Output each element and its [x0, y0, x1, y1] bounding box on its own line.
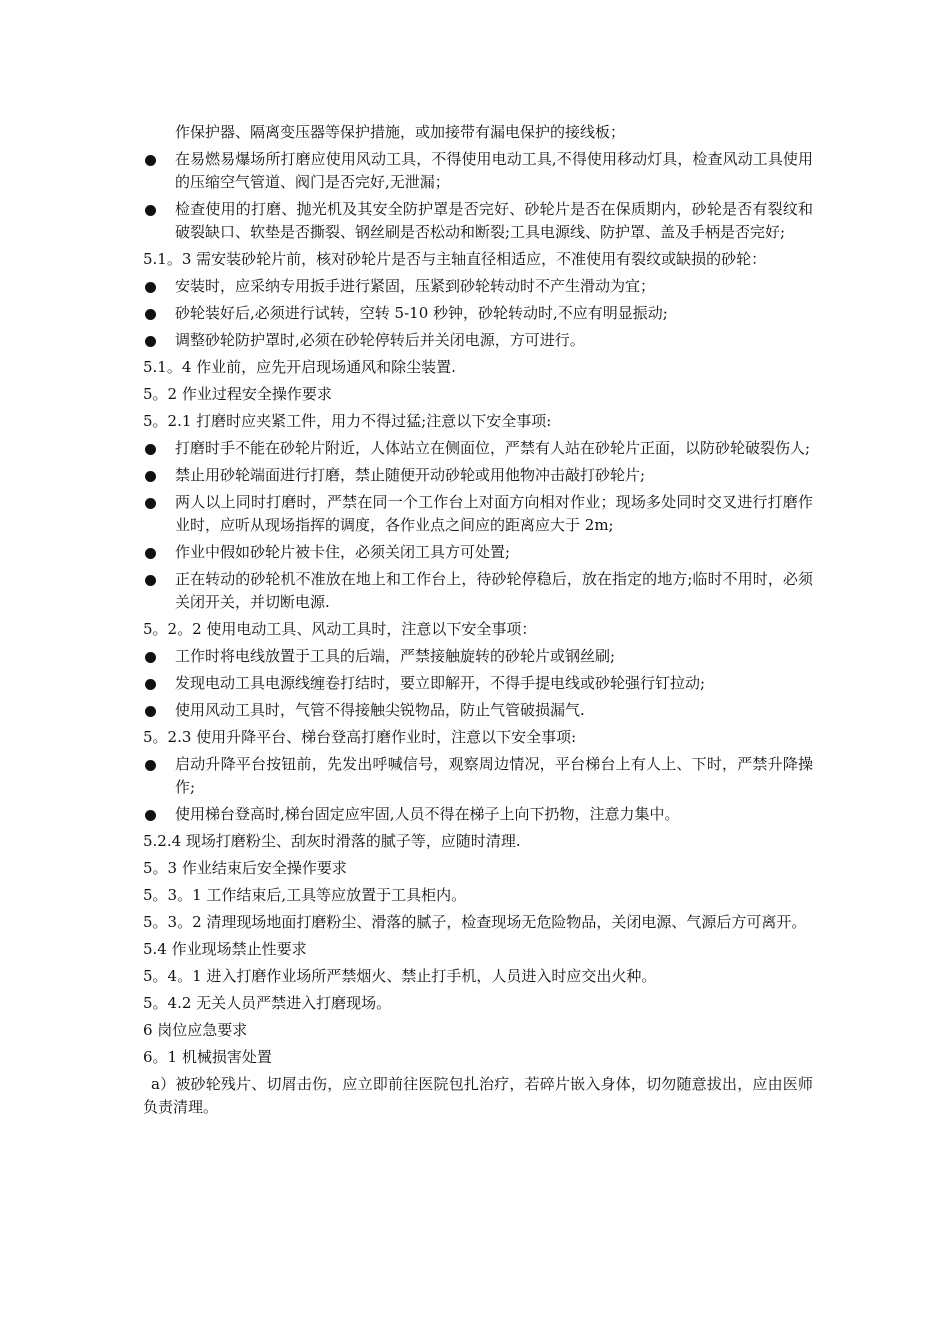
- bullet-item: [143, 672, 813, 695]
- bullet-item: [143, 568, 813, 614]
- bullet-item: [143, 198, 813, 244]
- bullet-item: [143, 803, 813, 826]
- section-paragraph: 5。3。2 清理现场地面打磨粉尘、滑落的腻子，检查现场无危险物品，关闭电源、气源后方可离开。: [143, 913, 807, 931]
- bullet-icon: [145, 575, 156, 586]
- section-paragraph: 5。3。1 工作结束后,工具等应放置于工具柜内。: [143, 886, 467, 904]
- bullet-text: 启动升降平台按钮前，先发出呼喊信号，观察周边情况，平台梯台上有人上、下时，严禁升降操作;: [175, 755, 813, 796]
- bullet-item: [143, 464, 813, 487]
- bullet-text: 在易燃易爆场所打磨应使用风动工具，不得使用电动工具,不得使用移动灯具，检查风动工具使用的压缩空气管道、阀门是否完好,无泄漏；: [175, 150, 813, 191]
- bullet-text: 使用风动工具时，气管不得接触尖锐物品，防止气管破损漏气.: [175, 701, 585, 719]
- bullet-item: [143, 699, 813, 722]
- bullet-icon: [145, 498, 156, 509]
- section-paragraph: 6 岗位应急要求: [143, 1021, 248, 1039]
- bullet-icon: [145, 548, 156, 559]
- bullet-icon: [145, 679, 156, 690]
- bullet-icon: [145, 282, 156, 293]
- section-paragraph: 5。4.2 无关人员严禁进入打磨现场。: [143, 994, 392, 1012]
- section-paragraph: 5.1。4 作业前，应先开启现场通风和除尘装置.: [143, 358, 456, 376]
- bullet-text: 作业中假如砂轮片被卡住，必须关闭工具方可处置;: [175, 543, 511, 561]
- bullet-item: [143, 753, 813, 799]
- bullet-text: 安装时，应采纳专用扳手进行紧固，压紧到砂轮转动时不产生滑动为宜；: [175, 277, 656, 295]
- document-body: [143, 121, 813, 1123]
- bullet-text: 禁止用砂轮端面进行打磨，禁止随便开动砂轮或用他物冲击敲打砂轮片;: [175, 466, 646, 484]
- bullet-icon: [145, 706, 156, 717]
- bullet-icon: [145, 309, 156, 320]
- section-paragraph: 5。2。2 使用电动工具、风动工具时，注意以下安全事项：: [143, 620, 537, 638]
- bullet-icon: [145, 652, 156, 663]
- section-paragraph: 5.4 作业现场禁止性要求: [143, 940, 307, 958]
- bullet-icon: [145, 471, 156, 482]
- bullet-icon: [145, 810, 156, 821]
- bullet-item: [143, 437, 813, 460]
- section-paragraph: 5.2.4 现场打磨粉尘、刮灰时滑落的腻子等，应随时清理.: [143, 832, 521, 850]
- bullet-icon: [145, 444, 156, 455]
- bullet-icon: [145, 155, 156, 166]
- bullet-text: 两人以上同时打磨时，严禁在同一个工作台上对面方向相对作业；现场多处同时交叉进行打磨作业时，应听从现场指挥的调度，各作业点之间应的距离应大于 2m;: [175, 493, 813, 534]
- bullet-item: [143, 302, 813, 325]
- bullet-item: [143, 148, 813, 194]
- bullet-item: [143, 329, 813, 352]
- section-paragraph: 5.1。3 需安装砂轮片前，核对砂轮片是否与主轴直径相适应，不准使用有裂纹或缺损的砂轮：: [143, 250, 767, 268]
- section-paragraph: 6。1 机械损害处置: [143, 1048, 272, 1066]
- bullet-icon: [145, 760, 156, 771]
- bullet-text: 正在转动的砂轮机不准放在地上和工作台上，待砂轮停稳后，放在指定的地方;临时不用时，必须关闭开关，并切断电源.: [175, 570, 813, 611]
- section-paragraph: 5。2 作业过程安全操作要求: [143, 385, 332, 403]
- bullet-text: 打磨时手不能在砂轮片附近，人体站立在侧面位，严禁有人站在砂轮片正面，以防砂轮破裂伤人;: [175, 439, 811, 457]
- bullet-text: 砂轮装好后,必须进行试转，空转 5-10 秒钟，砂轮转动时,不应有明显振动;: [175, 304, 668, 322]
- section-paragraph: 5。2.1 打磨时应夹紧工件，用力不得过猛;注意以下安全事项:: [143, 412, 552, 430]
- bullet-item: [143, 275, 813, 298]
- bullet-icon: [145, 336, 156, 347]
- bullet-item: [143, 491, 813, 537]
- bullet-item: [143, 541, 813, 564]
- bullet-item: [143, 645, 813, 668]
- bullet-text: 调整砂轮防护罩时,必须在砂轮停转后并关闭电源，方可进行。: [175, 331, 585, 349]
- bullet-text: 发现电动工具电源线缠卷打结时，要立即解开，不得手提电线或砂轮强行钉拉动;: [175, 674, 706, 692]
- section-paragraph: 5。2.3 使用升降平台、梯台登高打磨作业时，注意以下安全事项:: [143, 728, 577, 746]
- section-paragraph: 5。4。1 进入打磨作业场所严禁烟火、禁止打手机，人员进入时应交出火种。: [143, 967, 657, 985]
- bullet-icon: [145, 205, 156, 216]
- section-paragraph: 5。3 作业结束后安全操作要求: [143, 859, 347, 877]
- sub-clause-text: a）被砂轮残片、切屑击伤，应立即前往医院包扎治疗，若碎片嵌入身体，切勿随意拔出，应由医师负责清理。: [143, 1075, 813, 1116]
- bullet-text: 检查使用的打磨、抛光机及其安全防护罩是否完好、砂轮片是否在保质期内，砂轮是否有裂纹和破裂缺口、软垫是否撕裂、钢丝刷是否松动和断裂;工具电源线、防护罩、盖及手柄是否完好;: [175, 200, 813, 241]
- bullet-text: 工作时将电线放置于工具的后端，严禁接触旋转的砂轮片或钢丝刷;: [175, 647, 616, 665]
- continuation-text: 作保护器、隔离变压器等保护措施，或加接带有漏电保护的接线板；: [175, 123, 626, 141]
- bullet-text: 使用梯台登高时,梯台固定应牢固,人员不得在梯子上向下扔物，注意力集中。: [175, 805, 680, 823]
